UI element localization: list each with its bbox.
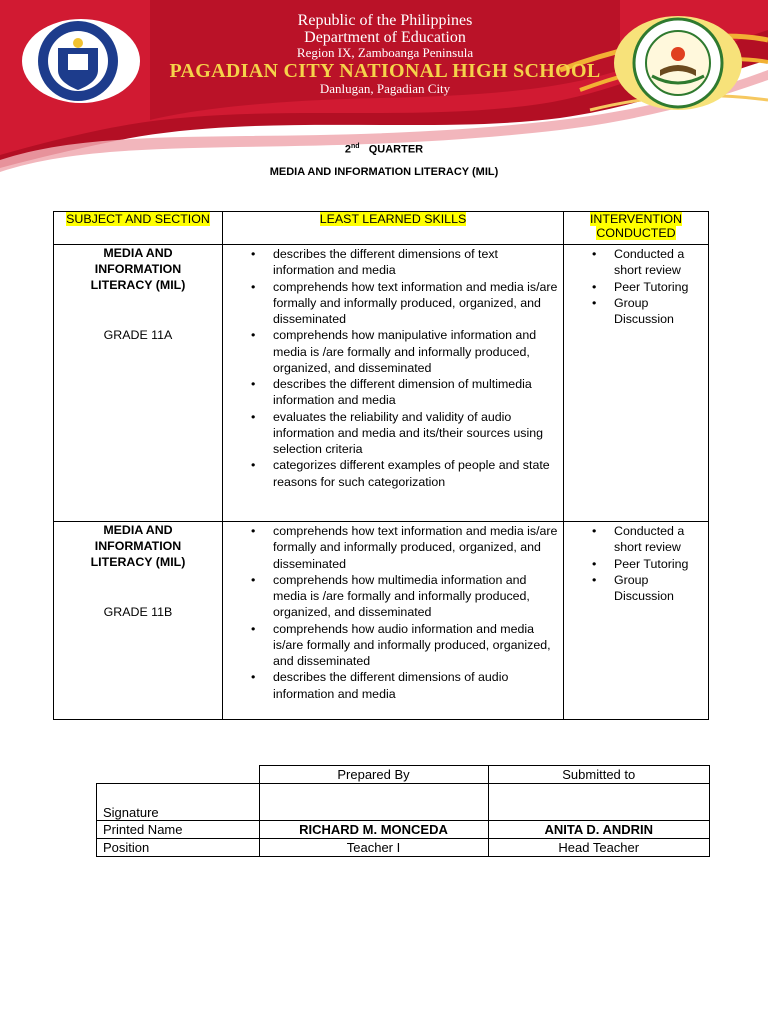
department-line: Department of Education xyxy=(304,29,466,46)
list-item: • describes the different dimension of multimedia information and media xyxy=(273,376,559,409)
grade-label: GRADE 11B xyxy=(103,604,173,619)
skills-list xyxy=(223,523,563,702)
position-label: Position xyxy=(97,839,260,857)
table-row xyxy=(54,522,709,720)
prepared-position: Teacher I xyxy=(259,839,488,857)
skills-cell xyxy=(223,245,564,522)
list-item: • Group Discussion xyxy=(614,572,708,605)
quarter-suffix: nd xyxy=(351,143,360,150)
signature-header-row xyxy=(97,766,710,784)
list-item: • describes the different dimensions of text information and media xyxy=(273,246,559,279)
school-name: PAGADIAN CITY NATIONAL HIGH SCHOOL xyxy=(169,60,601,82)
skills-table xyxy=(53,211,709,720)
list-item: • evaluates the reliability and validity of audio information and media and its/their sources using selection criteria xyxy=(273,409,559,458)
document-title: MEDIA AND INFORMATION LITERACY (MIL) xyxy=(269,166,499,178)
list-item: • comprehends how manipulative information and media is /are formally and informally produced, organized, and disseminated xyxy=(273,327,559,376)
table-header-row xyxy=(54,212,709,245)
skills-list xyxy=(223,246,563,490)
header-cell xyxy=(564,212,709,245)
list-item: • Peer Tutoring xyxy=(614,279,708,295)
submitted-to-header: Submitted to xyxy=(488,766,710,784)
submitted-position: Head Teacher xyxy=(488,839,710,857)
list-item: • describes the different dimensions of audio information and media xyxy=(273,669,559,702)
prepared-signature-cell xyxy=(259,784,488,821)
intervention-cell xyxy=(564,245,709,522)
subject-name: MEDIA AND INFORMATION LITERACY (MIL) xyxy=(90,246,186,293)
quarter-number: 2 xyxy=(344,143,351,156)
empty-cell xyxy=(97,766,260,784)
signature-row xyxy=(97,784,710,821)
republic-line: Republic of the Philippines xyxy=(297,12,473,29)
table-row xyxy=(54,245,709,522)
deped-seal-icon xyxy=(20,18,142,104)
list-item: • Conducted a short review xyxy=(614,523,708,556)
list-item: • Peer Tutoring xyxy=(614,556,708,572)
prepared-name: RICHARD M. MONCEDA xyxy=(259,821,488,839)
intervention-list xyxy=(564,246,708,327)
header-text xyxy=(150,12,620,96)
quarter-label: QUARTER xyxy=(368,143,424,156)
skills-cell xyxy=(223,522,564,720)
header-intervention: INTERVENTION CONDUCTED xyxy=(589,212,683,240)
header-skills: LEAST LEARNED SKILLS xyxy=(319,212,467,226)
school-address: Danlugan, Pagadian City xyxy=(319,81,451,96)
submitted-name: ANITA D. ANDRIN xyxy=(488,821,710,839)
list-item: • comprehends how text information and media is/are formally and informally produced, organized, and disseminated xyxy=(273,523,559,572)
list-item: • Conducted a short review xyxy=(614,246,708,279)
list-item: • categorizes different examples of people and state reasons for such categorization xyxy=(273,457,559,490)
submitted-signature-cell xyxy=(488,784,710,821)
signature-label: Signature xyxy=(97,784,260,821)
intervention-list xyxy=(564,523,708,604)
region-line: Region IX, Zamboanga Peninsula xyxy=(296,45,474,60)
prepared-by-header: Prepared By xyxy=(259,766,488,784)
list-item: • comprehends how multimedia information and media is /are formally and informally produced, organized, and disseminated xyxy=(273,572,559,621)
list-item: • Group Discussion xyxy=(614,295,708,328)
subject-cell xyxy=(54,245,223,522)
school-seal-icon xyxy=(612,14,744,112)
header-cell xyxy=(223,212,564,245)
printed-name-row xyxy=(97,821,710,839)
intervention-cell xyxy=(564,522,709,720)
printed-name-label: Printed Name xyxy=(97,821,260,839)
header-subject: SUBJECT AND SECTION xyxy=(66,212,210,226)
subject-cell xyxy=(54,522,223,720)
list-item: • comprehends how audio information and media is/are formally and informally produced, organized, and disseminated xyxy=(273,621,559,670)
position-row xyxy=(97,839,710,857)
grade-label: GRADE 11A xyxy=(103,327,173,342)
header-cell xyxy=(54,212,223,245)
subject-name: MEDIA AND INFORMATION LITERACY (MIL) xyxy=(90,523,186,570)
list-item: • comprehends how text information and media is/are formally and informally produced, organized, and disseminated xyxy=(273,279,559,328)
quarter-line xyxy=(0,143,768,156)
signature-table xyxy=(96,765,710,857)
